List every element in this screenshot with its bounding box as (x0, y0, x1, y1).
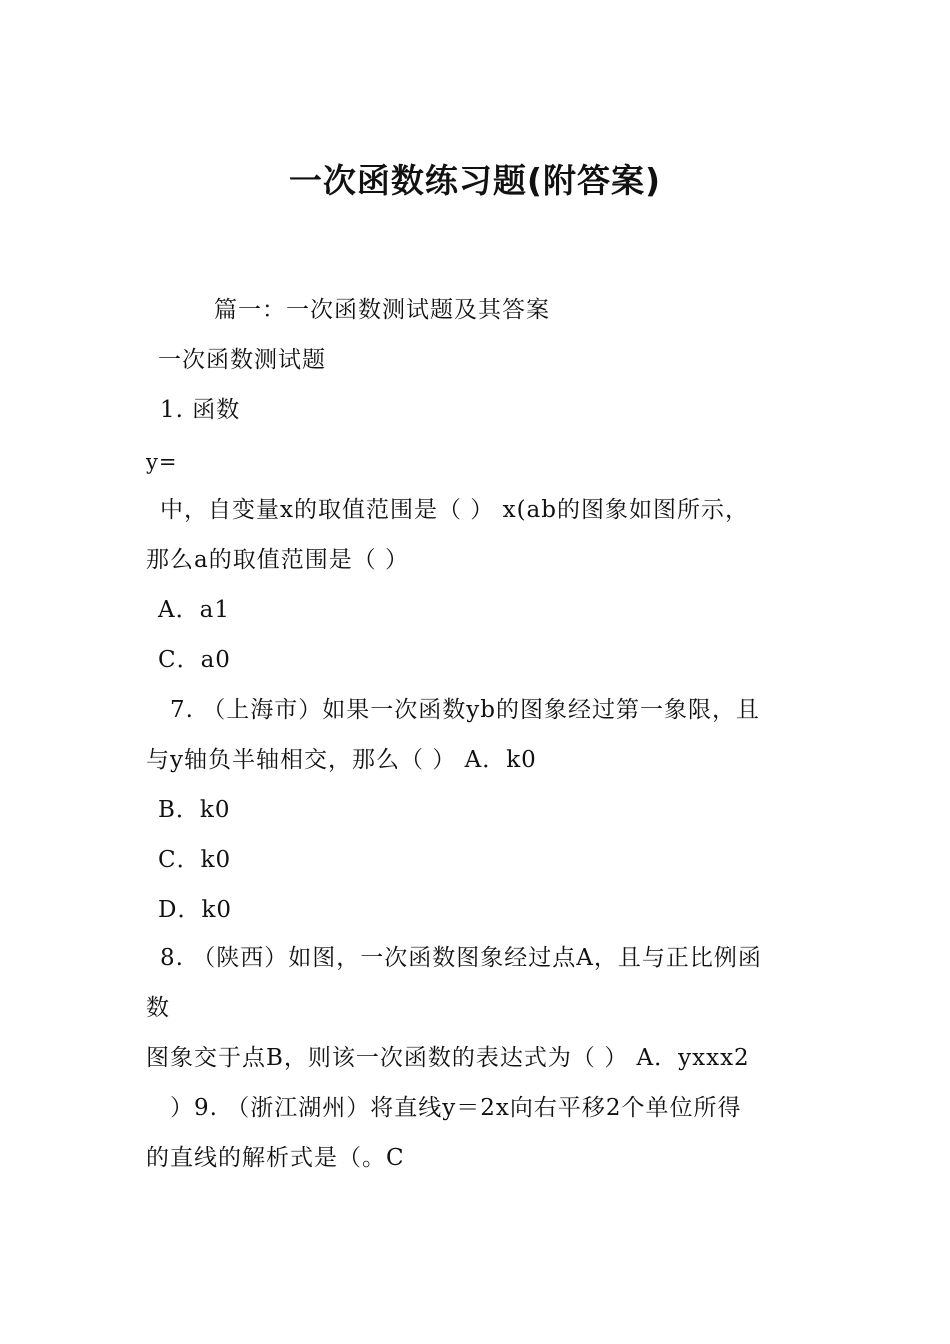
option-line: A．a1 (158, 597, 230, 623)
question-line: 8. （陕西）如图，一次函数图象经过点A，且与正比例函 (160, 945, 762, 971)
question-line: 那么a的取值范围是（ ） (146, 547, 410, 573)
option-line: B．k0 (158, 797, 231, 823)
formula-line: y= (146, 450, 178, 474)
section-heading: 篇一：一次函数测试题及其答案 (214, 297, 550, 323)
option-line: C．a0 (158, 647, 231, 673)
subsection-heading: 一次函数测试题 (158, 347, 326, 373)
question-line: 7. （上海市）如果一次函数yb的图象经过第一象限，且 (170, 697, 760, 723)
question-line: 的直线的解析式是（。C (146, 1145, 405, 1171)
question-line: 图象交于点B，则该一次函数的表达式为（ ） A．yxxx2 (146, 1045, 750, 1071)
option-line: C．k0 (158, 847, 232, 873)
document-title: 一次函数练习题(附答案) (288, 161, 662, 200)
question-line: 1. 函数 (160, 397, 241, 423)
option-line: D．k0 (158, 897, 233, 923)
question-line: ）9. （浙江湖州）将直线y＝2x向右平移2个单位所得 (170, 1095, 742, 1121)
question-line: 中，自变量x的取值范围是（ ） x(ab的图象如图所示， (160, 497, 749, 523)
question-line: 与y轴负半轴相交，那么（ ） A．k0 (146, 747, 537, 773)
question-line: 数 (146, 995, 170, 1021)
